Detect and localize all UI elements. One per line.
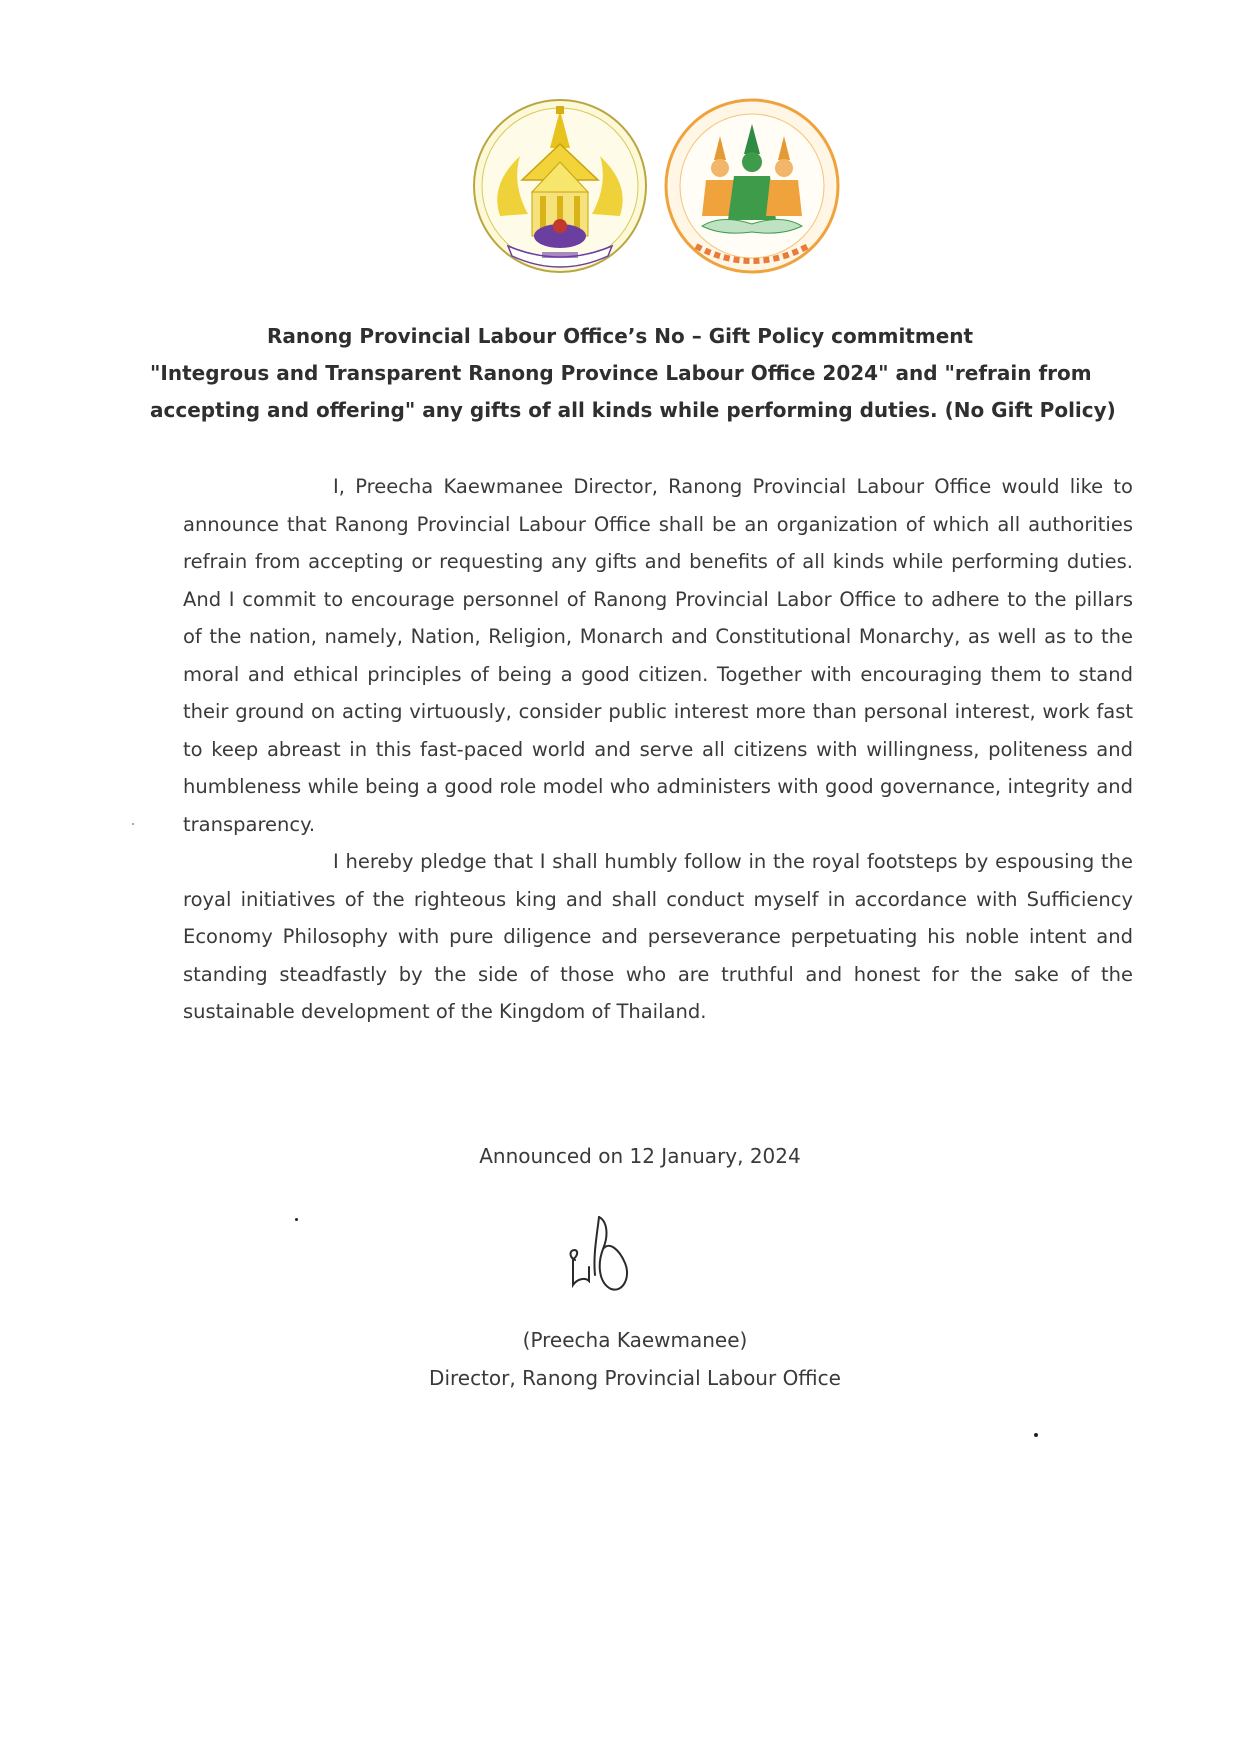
scan-speck <box>132 823 134 825</box>
provincial-seal-icon <box>470 96 650 276</box>
scan-speck <box>295 1218 298 1221</box>
signer-name: (Preecha Kaewmanee) <box>522 1328 748 1352</box>
title-line-1: Ranong Provincial Labour Office’s No – Gift Policy commitment <box>266 324 974 348</box>
scan-speck <box>1034 1433 1038 1437</box>
policy-body <box>183 468 1133 1031</box>
announcement-date: Announced on 12 January, 2024 <box>479 1144 801 1168</box>
title-line-2: "Integrous and Transparent Ranong Province Labour Office 2024" and "refrain from <box>150 361 1092 385</box>
document-title <box>150 318 1116 429</box>
signer-title: Director, Ranong Provincial Labour Office <box>429 1366 841 1390</box>
title-line-3: accepting and offering" any gifts of all kinds while performing duties. (No Gift Policy) <box>150 398 1116 422</box>
body-paragraph-1: I, Preecha Kaewmanee Director, Ranong Provincial Labour Office would like to announce that Ranong Provincial Labour Office shall be an organization of which all authorities refrain from accepting or requesting any gifts and benefits of all kinds while performing duties. And I commit to encourage personnel of Ranong Provincial Labor Office to adhere to the pillars of the nation, namely, Nation, Religion, Monarch and Constitutional Monarchy, as well as to the moral and ethical principles of being a good citizen. Together with encouraging them to stand their ground on acting virtuously, consider public interest more than personal interest, work fast to keep abreast in this fast-paced world and serve all citizens with willingness, politeness and humbleness while being a good role model who administers with good governance, integrity and transparency. <box>183 475 1133 836</box>
seal-header <box>470 96 850 296</box>
body-paragraph-2: I hereby pledge that I shall humbly follow in the royal footsteps by espousing the royal initiatives of the righteous king and shall conduct myself in accordance with Sufficiency Economy Philosophy with pure diligence and perseverance perpetuating his noble intent and standing steadfastly by the side of those who are truthful and honest for the sake of the sustainable development of the Kingdom of Thailand. <box>183 850 1133 1023</box>
ministry-of-labour-seal-icon <box>662 96 842 276</box>
handwritten-signature-icon <box>555 1205 645 1305</box>
